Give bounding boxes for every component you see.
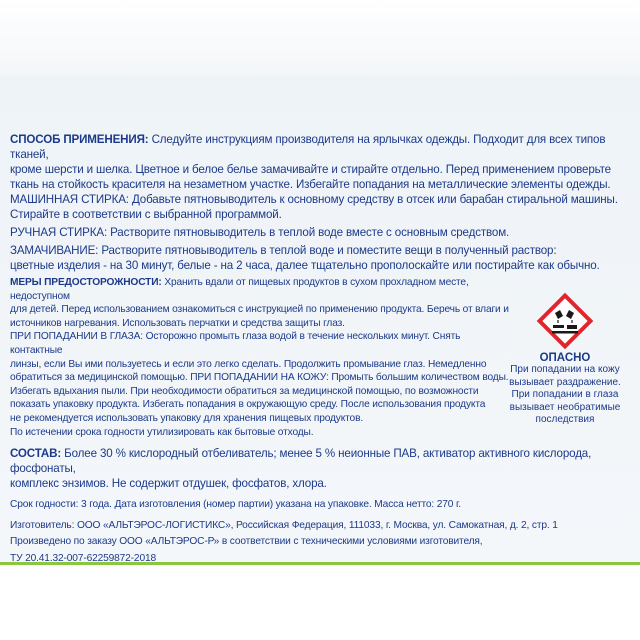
hazard-skin-text xyxy=(500,364,630,389)
precautions-line7: По истечении срока годности утилизировать как бытовые отходы. xyxy=(10,426,314,438)
hand-wash-line1: Растворите пятновыводитель в теплой воде вместе с основным средством. xyxy=(110,226,510,239)
eyes-heading: ПРИ ПОПАДАНИИ В ГЛАЗА: xyxy=(10,331,143,343)
hazard-eyes-line1: При попадании в глаза xyxy=(511,389,619,400)
manufacturer-line: Изготовитель: ООО «АЛЬТЭРОС-ЛОГИСТИКС», Российская Федерация, 111033, г. Москва, ул. Самокатная, д. 2, стр. 1 xyxy=(10,519,558,531)
tu-line: ТУ 20.41.32-007-62259872-2018 xyxy=(10,552,156,564)
usage-line2: кроме шерсти и шелка. Цветное и белое белье замачивайте и стирайте отдельно. Перед применением проверьте xyxy=(10,163,611,176)
hazard-skin-line2: вызывает раздражение. xyxy=(509,376,621,388)
machine-wash-line1: Добавьте пятновыводитель к основному средству в отсек или барабан стиральной машины. xyxy=(131,193,618,206)
soaking-heading: ЗАМАЧИВАНИЕ: xyxy=(10,244,99,257)
eyes-line2: линзы, если Вы ими пользуетесь и если это легко сделать. Продолжить промывание глаз. Немедленно xyxy=(10,358,487,370)
ghs05-corrosion-icon xyxy=(536,292,594,350)
usage-line3: ткань на стойкость красителя на незаметном участке. Избегайте попадания на металлические элементы одежды. xyxy=(10,178,611,191)
shelf-life: Срок годности: 3 года. Дата изготовления (номер партии) указана на упаковке. Масса нетто: 270 г. xyxy=(10,499,461,511)
soaking-line1: Растворите пятновыводитель в теплой воде и поместите вещи в полученный раствор: xyxy=(101,244,557,257)
machine-wash-paragraph xyxy=(10,192,632,222)
soaking-paragraph xyxy=(10,243,632,273)
composition-line2: комплекс энзимов. Не содержит отдушек, фосфатов, хлора. xyxy=(10,477,327,491)
eyes-line1: Осторожно промыть глаза водой в течение нескольких минут. Снять контактные xyxy=(10,331,461,356)
eyes-line3: обратиться за медицинской помощью. xyxy=(10,372,188,384)
hazard-skin-line1: При попадании на кожу xyxy=(510,364,620,375)
machine-wash-heading: МАШИННАЯ СТИРКА: xyxy=(10,193,129,206)
signal-word: ОПАСНО xyxy=(539,352,591,364)
precautions-line2: для детей. Перед использованием ознакомиться с инструкцией по применению продукта. Беречь от влаги и xyxy=(10,304,509,316)
precautions-line3: источников нагревания. Использовать перчатки и средства защиты глаз. xyxy=(10,317,345,329)
top-white-band xyxy=(0,0,640,76)
soaking-line2: цветные изделия - на 30 минут, белые - на 2 часа, далее тщательно прополоскайте или постирайте как обычно. xyxy=(10,259,600,272)
composition-paragraph xyxy=(10,446,632,491)
precautions-heading: МЕРЫ ПРЕДОСТОРОЖНОСТИ: xyxy=(10,277,162,288)
precautions-line6: не рекомендуется использовать упаковку для хранения пищевых продуктов. xyxy=(10,412,364,424)
bottom-white-band xyxy=(0,565,640,640)
hazard-eyes-line2: вызывает необратимые xyxy=(509,401,621,413)
composition-heading: СОСТАВ: xyxy=(10,447,62,461)
machine-wash-line2: Стирайте в соответствии с выбранной программой. xyxy=(10,208,282,221)
precautions-line1: Хранить вдали от пищевых продуктов в сухом прохладном месте, недоступном xyxy=(10,277,469,302)
hazard-eyes-line3: последствия xyxy=(535,414,595,425)
hazard-eyes-text xyxy=(500,389,630,427)
hazard-block xyxy=(500,292,630,427)
hand-wash-heading: РУЧНАЯ СТИРКА: xyxy=(10,226,108,239)
precautions-line5: показать упаковку продукта. Избегать попадания в окружающую среду. После использования продукта xyxy=(10,399,486,411)
usage-paragraph xyxy=(10,132,632,192)
precautions-line4: Избегать вдыхания пыли. При необходимости обратиться за медицинской помощью, по возможности xyxy=(10,385,479,397)
produced-by-line: Произведено по заказу ООО «АЛЬТЭРОС-Р» в соответствии с техническими условиями изготовителя, xyxy=(10,536,483,548)
composition-line1: Более 30 % кислородный отбеливатель; менее 5 % неионные ПАВ, активатор активного кислорода, фосфонаты, xyxy=(10,447,592,476)
skin-heading: ПРИ ПОПАДАНИИ НА КОЖУ: xyxy=(190,372,329,384)
hand-wash-paragraph xyxy=(10,225,632,240)
usage-heading: СПОСОБ ПРИМЕНЕНИЯ: xyxy=(10,133,149,146)
skin-line1: Промыть большим количеством воды. xyxy=(331,372,509,384)
precautions-paragraph xyxy=(10,276,510,439)
usage-line1: Следуйте инструкциям производителя на ярлычках одежды. Подходит для всех типов тканей, xyxy=(10,133,606,161)
